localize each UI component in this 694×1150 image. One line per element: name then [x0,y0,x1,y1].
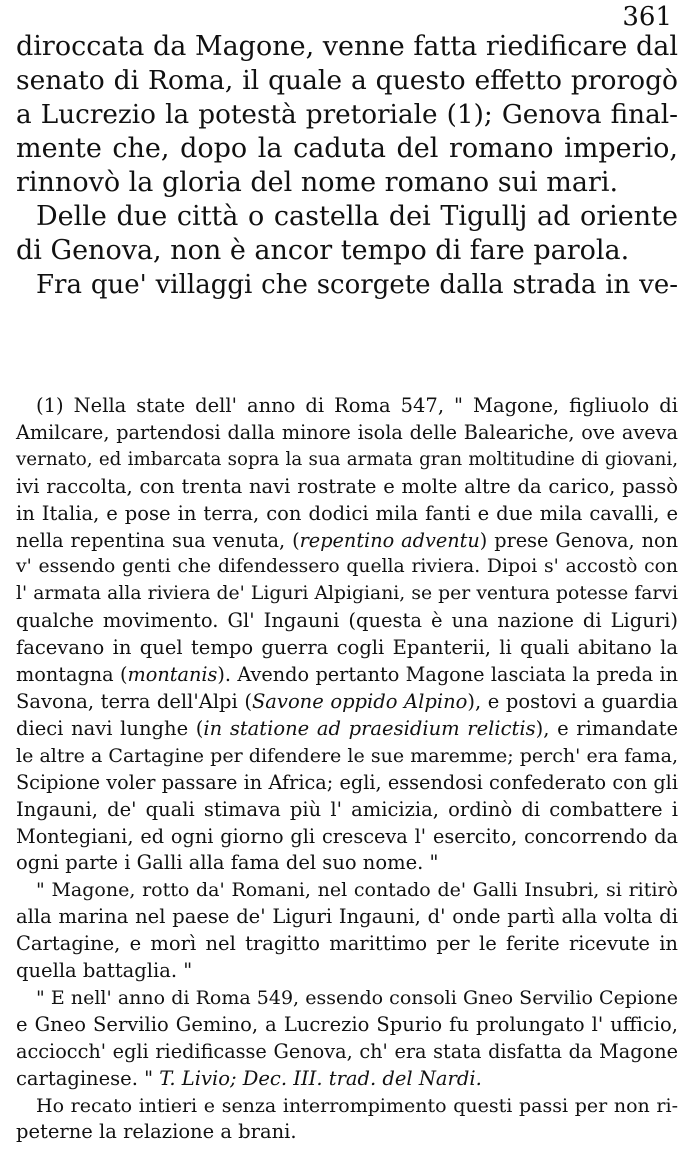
footnote-text: nella repentina sua venuta, ( [16,528,300,552]
footnote-line: (1) Nella state dell' anno di Roma 547, " Magone, figliuolo di [36,394,678,417]
text-line: senato di Roma, il quale a questo effetto prorogò [16,65,678,96]
main-paragraph-1 [16,30,678,200]
footnote-line: vernato, ed imbarcata sopra la sua armata gran moltitudine di giovani, [16,448,678,470]
footnote-paragraph-3 [16,985,678,1093]
text-line: di Genova, non è ancor tempo di fare parola. [16,235,630,266]
footnote-paragraph-1 [16,393,678,877]
latin-quote: in statione ad praesidium relictis [203,716,536,740]
footnote-line: Ingauni, de' quali stimava più l' amicizia, ordinò di combattere i [16,797,678,821]
footnote-line: le altre a Cartagine per difendere le sue maremme; perch' era fama, [16,744,678,767]
footnote-line: peterne la relazione a brani. [16,1120,297,1144]
latin-quote: montanis [127,663,218,687]
footnote-text: ), e postovi a guardia [467,689,678,713]
footnote-line: in Italia, e pose in terra, con dodici mila fanti e due mila cavalli, e [16,501,678,525]
footnote [16,393,678,1146]
footnote-text: montagna ( [16,663,128,687]
main-paragraph-2 [16,200,678,268]
footnote-line [16,716,678,743]
footnote-paragraph-4 [16,1093,678,1147]
footnote-line: Montegiani, ed ogni giorno gli cresceva l' esercito, concorrendo da [16,824,678,848]
citation: T. Livio; Dec. III. trad. del Nardi. [159,1066,482,1090]
footnote-line: quella battaglia. " [16,959,193,983]
footnote-line: qualche movimento. Gl' Ingauni (questa è una nazione di Liguri) [16,609,678,633]
text-line: a Lucrezio la potestà pretoriale (1); Genova final- [16,100,678,130]
footnote-line: v' essendo genti che difendessero quella riviera. Dipoi s' accostò con [16,556,678,578]
text-line: diroccata da Magone, venne fatta riedificare dal [16,31,678,62]
footnote-text: ). Avendo pertanto Magone lasciata la preda in [217,663,678,687]
footnote-line [16,528,678,555]
footnote-line [16,1066,678,1093]
footnote-line: " Magone, rotto da' Romani, nel contado de' Galli Insubri, si ritirò [36,879,678,902]
footnote-line: acciocch' egli riedificasse Genova, ch' era stata disfatta da Magone [16,1039,678,1063]
text-line: Fra que' villaggi che scorgete dalla strada in ve- [36,270,678,300]
page-number: 361 [622,2,672,32]
footnote-line [16,689,678,716]
text-line: mente che, dopo la caduta del romano imperio, [16,133,678,164]
footnote-line: Scipione voler passare in Africa; egli, essendosi confederato con gli [16,770,678,794]
main-paragraph-3 [16,268,678,302]
footnote-text: ), e rimandate [535,716,678,740]
footnote-text: ) prese Genova, non [479,528,679,552]
text-line: Delle due città o castella dei Tigullj ad oriente [36,201,678,232]
footnote-line: facevano in quel tempo guerra cogli Epanterii, li quali abitano la [16,636,678,660]
latin-quote: Savone oppido Alpino [251,689,468,713]
footnote-line: Cartagine, e morì nel tragitto marittimo per le ferite ricevute in [16,932,678,956]
footnote-line: " E nell' anno di Roma 549, essendo consoli Gneo Servilio Cepione [36,986,678,1009]
footnote-text: dieci navi lunghe ( [16,716,204,740]
latin-quote: repentino adventu [299,528,480,552]
footnote-line: Ho recato intieri e senza interrompimento questi passi per non ri- [36,1094,678,1117]
text-line: rinnovò la gloria del nome romano sui mari. [16,167,619,198]
footnote-line [16,662,678,689]
footnote-line: ivi raccolta, con trenta navi rostrate e molte altre da carico, passò [16,474,678,498]
footnote-line: e Gneo Servilio Gemino, a Lucrezio Spurio fu prolungato l' ufficio, [16,1012,678,1036]
footnote-line: l' armata alla riviera de' Liguri Alpigiani, se per ventura potesse farvi [16,583,678,605]
main-text [16,30,678,302]
footnote-text: Savona, terra dell'Alpi ( [16,689,252,713]
footnote-line: Amilcare, partendosi dalla minore isola delle Baleariche, ove aveva [16,420,678,444]
footnote-line: alla marina nel paese de' Liguri Ingauni, d' onde partì alla volta di [16,905,678,929]
footnote-text: cartaginese. " [16,1066,160,1090]
footnote-paragraph-2 [16,877,678,985]
footnote-line: ogni parte i Galli alla fama del suo nome. " [16,851,439,875]
